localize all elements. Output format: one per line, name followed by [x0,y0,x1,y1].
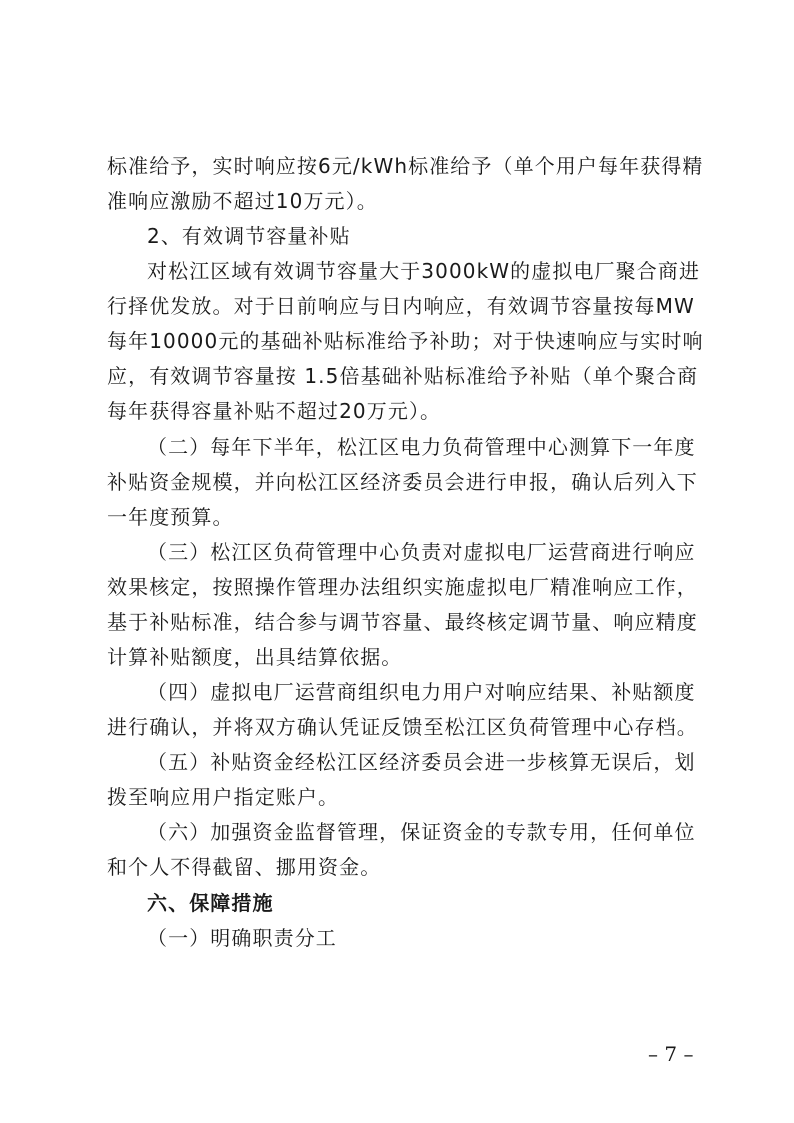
subsection-heading: （一）明确职责分工 [147,926,337,950]
text-line: （五）补贴资金经松江区经济委员会进一步核算无误后，划 [147,750,696,774]
text-line: 计算补贴额度，出具结算依据。 [107,645,403,669]
text-line: 每年10000元的基础补贴标准给予补助；对于快速响应与实时响 [107,329,704,353]
text-line: 准响应激励不超过10万元）。 [107,189,378,213]
text-line: 补贴资金规模，并向松江区经济委员会进行申报，确认后列入下 [107,470,698,494]
text-line: 2、有效调节容量补贴 [147,224,351,248]
text-line: （二）每年下半年，松江区电力负荷管理中心测算下一年度 [147,435,696,459]
text-line: （三）松江区负荷管理中心负责对虚拟电厂运营商进行响应 [147,540,696,564]
text-line: 应，有效调节容量按 1.5倍基础补贴标准给予补贴（单个聚合商 [107,364,699,388]
text-line: 进行确认，并将双方确认凭证反馈至松江区负荷管理中心存档。 [107,715,698,739]
text-line: 标准给予，实时响应按6元/kWh标准给予（单个用户每年获得精 [107,154,704,178]
text-line: 效果核定，按照操作管理办法组织实施虚拟电厂精准响应工作， [107,575,698,599]
text-line: （四）虚拟电厂运营商组织电力用户对响应结果、补贴额度 [147,680,696,704]
text-line: 拨至响应用户指定账户。 [107,785,340,809]
text-line: 每年获得容量补贴不超过20万元）。 [107,399,442,423]
text-line: 和个人不得截留、挪用资金。 [107,855,382,879]
text-line: 基于补贴标准，结合参与调节容量、最终核定调节量、响应精度 [107,610,698,634]
text-line: 行择优发放。对于日前响应与日内响应，有效调节容量按每MW [107,294,695,318]
page-number: – 7 – [648,1042,694,1066]
text-line: 一年度预算。 [107,505,234,529]
section-heading: 六、保障措施 [147,891,274,915]
text-line: 对松江区域有效调节容量大于3000kW的虚拟电厂聚合商进 [147,259,701,283]
text-line: （六）加强资金监督管理，保证资金的专款专用，任何单位 [147,820,696,844]
